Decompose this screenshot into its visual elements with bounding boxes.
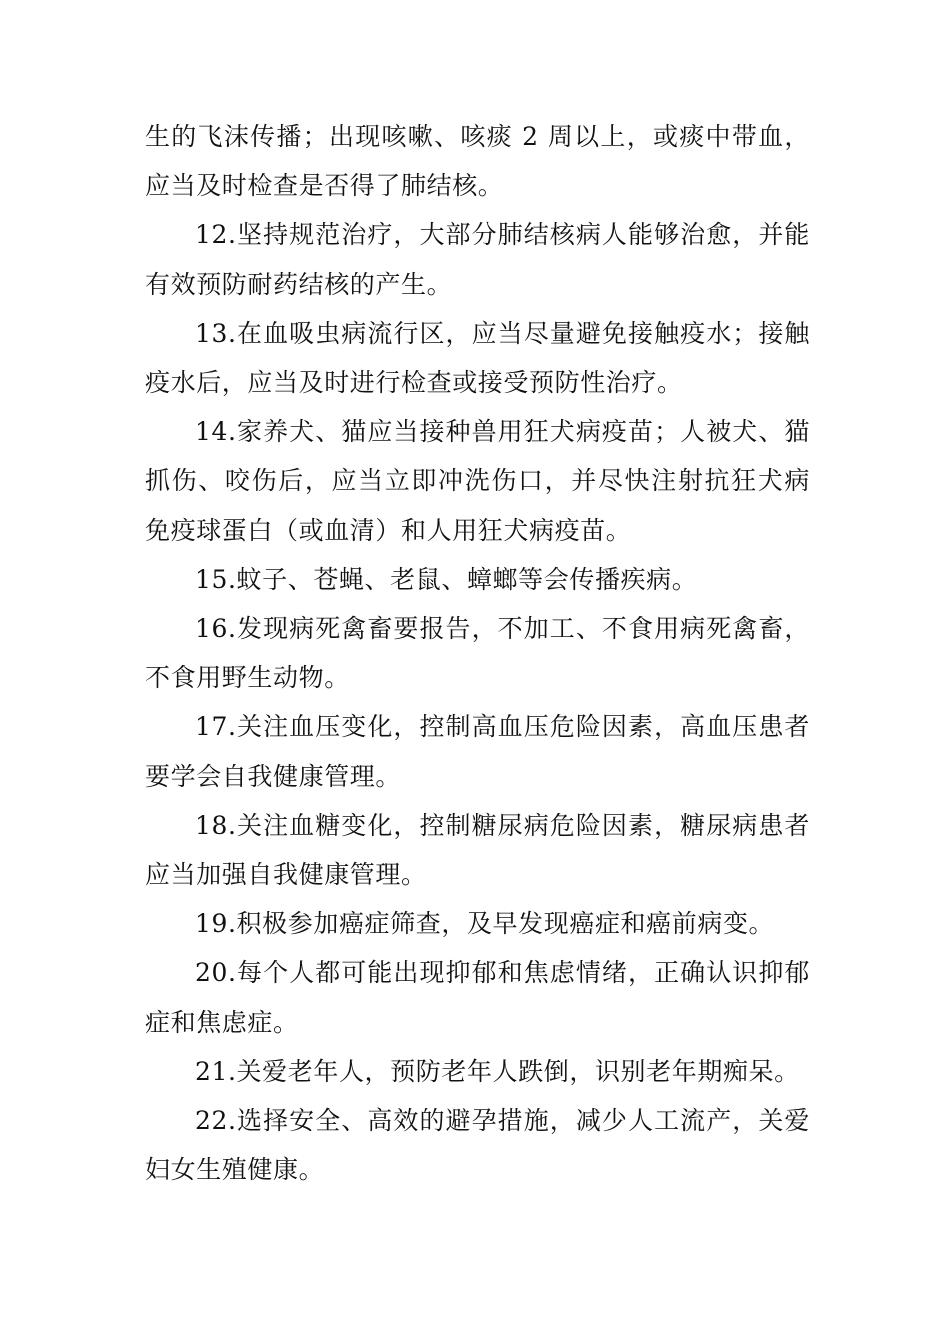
- paragraph-item-18: 18.关注血糖变化，控制糖尿病危险因素，糖尿病患者应当加强自我健康管理。: [145, 810, 810, 890]
- paragraph-item-15: 15.蚊子、苍蝇、老鼠、蟑螂等会传播疾病。: [195, 564, 698, 594]
- paragraph-item-14: 14.家养犬、猫应当接种兽用狂犬病疫苗；人被犬、猫抓伤、咬伤后，应当立即冲洗伤口，并尽快注射抗狂犬病免疫球蛋白（或血清）和人用狂犬病疫苗。: [145, 417, 810, 545]
- paragraph-item-12: 12.坚持规范治疗，大部分肺结核病人能够治愈，并能有效预防耐药结核的产生。: [145, 220, 810, 299]
- paragraph-item-17: 17.关注血压变化，控制高血压危险因素，高血压患者要学会自我健康管理。: [145, 712, 810, 791]
- paragraph-item-19: 19.积极参加癌症筛查，及早发现癌症和癌前病变。: [195, 909, 775, 939]
- paragraph-item-13: 13.在血吸虫病流行区，应当尽量避免接触疫水；接触疫水后，应当及时进行检查或接受预防性治疗。: [145, 318, 810, 398]
- paragraph-item-16: 16.发现病死禽畜要报告，不加工、不食用病死禽畜，不食用野生动物。: [145, 614, 810, 693]
- paragraph-item-21: 21.关爱老年人，预防老年人跌倒，识别老年期痴呆。: [195, 1056, 800, 1086]
- paragraph-continuation: 生的飞沫传播；出现咳嗽、咳痰 2 周以上，或痰中带血，应当及时检查是否得了肺结核。: [145, 122, 810, 201]
- document-body: [145, 112, 810, 1194]
- paragraph-item-20: 20.每个人都可能出现抑郁和焦虑情绪，正确认识抑郁症和焦虑症。: [145, 958, 810, 1037]
- paragraph-item-22: 22.选择安全、高效的避孕措施，减少人工流产，关爱妇女生殖健康。: [145, 1106, 810, 1185]
